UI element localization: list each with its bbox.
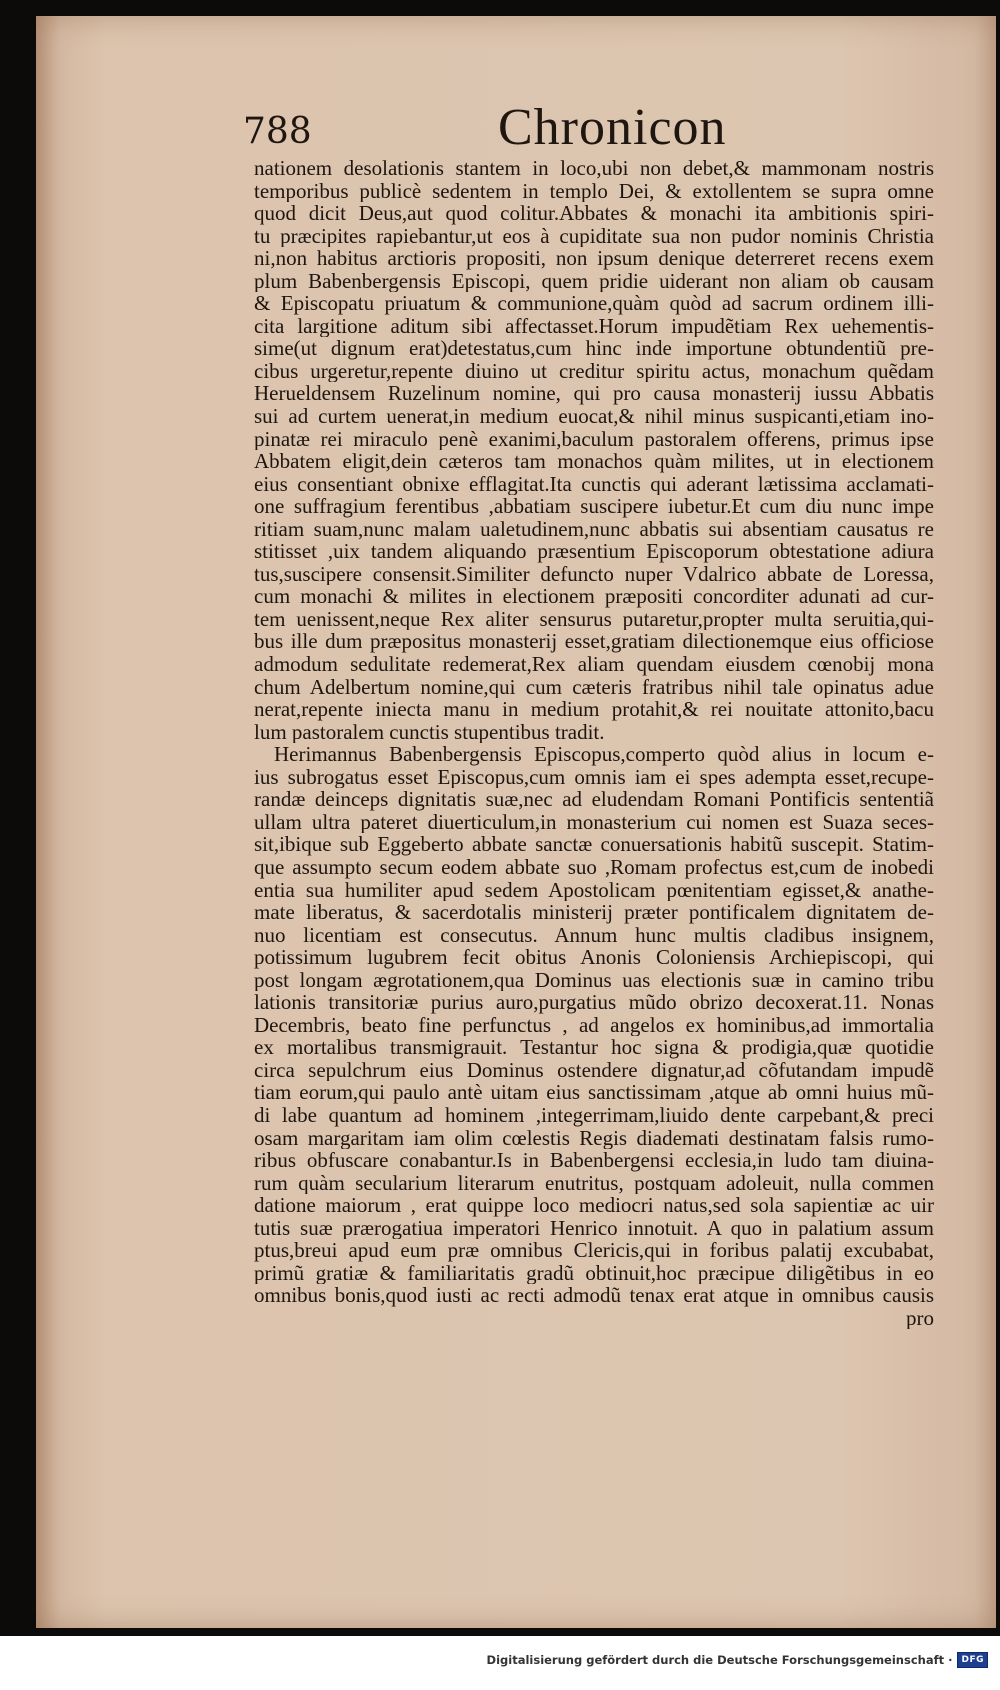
text-line: cita largitione aditum sibi affectasset.Horum impudẽtiam Rex uehementis- — [254, 314, 934, 338]
book-page — [36, 16, 996, 1628]
text-line: one suffragium ferentibus ,abbatiam suscipere iubetur.Et cum diu nunc impe — [254, 495, 934, 518]
text-line: potissimum lugubrem fecit obitus Anonis Coloniensis Archiepiscopi, qui — [254, 946, 934, 969]
text-line: chum Adelbertum nomine,qui cum cæteris fratribus nihil tale opinatus adue — [254, 675, 934, 699]
text-line: eius consentiant obnixe efflagitat.Ita cunctis qui aderant lætissima acclamati- — [254, 472, 934, 496]
text-line: sit,ibique sub Eggeberto abbate sanctæ conuersationis habitũ suscepit. Statim- — [254, 833, 934, 856]
text-line: tus,suscipere consensit.Similiter defuncto nuper Vdalrico abbate de Loressa, — [254, 562, 934, 586]
text-line: datione maiorum , erat quippe loco mediocri natus,sed sola sapientiæ ac uir — [254, 1194, 934, 1217]
body-text — [254, 157, 934, 1329]
text-line: randæ deinceps dignitatis suæ,nec ad eludendam Romani Pontificis sententiã — [254, 788, 934, 811]
text-line: tem uenissent,neque Rex aliter sensurus putaretur,propter multa seruitia,qui- — [254, 607, 934, 631]
text-line: tu præcipites rapiebantur,ut eos à cupiditate sua non pudor nominis Christia — [254, 224, 934, 248]
text-line: osam margaritam iam olim cœlestis Regis diademati destinatam falsis rumo- — [254, 1126, 934, 1150]
text-line: cum monachi & milites in electionem præpositi concorditer adunati ad cur- — [254, 585, 934, 608]
text-line: nerat,repente iniecta manu in medium protahit,& rei nouitate attonito,bacu — [254, 698, 934, 721]
text-line: omnibus bonis,quod iusti ac recti admodũ tenax erat atque in omnibus causis — [254, 1284, 934, 1307]
text-line: ritiam suam,nunc malam ualetudinem,nunc abbatis sui absentiam causatus re — [254, 517, 934, 541]
text-line: temporibus publicè sedentem in templo Dei, & extollentem se supra omne — [254, 179, 934, 203]
text-line: Herimannus Babenbergensis Episcopus,comperto quòd alius in locum e- — [274, 743, 934, 766]
footer-credit: Digitalisierung gefördert durch die Deutsche Forschungsgemeinschaft · — [486, 1653, 953, 1667]
text-line: di labe quantum ad hominem ,integerrimam,liuido dente carpebant,& preci — [254, 1103, 934, 1127]
text-line: primũ gratiæ & familiaritatis gradũ obtinuit,hoc præcipue diligẽtibus in eo — [254, 1261, 934, 1285]
text-line: ullam ultra pateret diuerticulum,in monasterium cui nomen est Suaza seces- — [254, 810, 934, 834]
text-line: Abbatem eligit,dein cæteros tam monachos quàm milites, ut in electionem — [254, 450, 934, 473]
text-line: tiam eorum,qui paulo antè uitam eius sanctissimam ,atque ab omni huius mũ- — [254, 1081, 934, 1104]
text-line: pinatæ rei miraculo penè exanimi,baculum pastoralem offerens, primus ipse — [254, 427, 934, 451]
text-line: ptus,breui apud eum præ omnibus Clericis,qui in foribus palatij excubabat, — [254, 1239, 934, 1262]
page-number: 788 — [243, 111, 312, 152]
dfg-logo: DFG — [957, 1652, 988, 1668]
text-line: post longam ægrotationem,qua Dominus uas electionis suæ in camino tribu — [254, 968, 934, 992]
text-line: stitisset ,uix tandem aliquando præsentium Episcoporum obtestatione adiura — [254, 540, 934, 563]
text-line: tutis suæ prærogatiua imperatori Henrico innotuit. A quo in palatium assum — [254, 1216, 934, 1240]
text-line: que assumpto secum eodem abbate suo ,Romam profectus est,cum de inobedi — [254, 855, 934, 879]
text-line: quod dicit Deus,aut quod colitur.Abbates & monachi ita ambitionis spiri- — [254, 202, 934, 225]
catchword: pro — [906, 1306, 934, 1330]
running-head: Chronicon — [498, 99, 727, 156]
text-line: sui ad curtem uenerat,in medium euocat,& nihil minus suspicanti,etiam ino- — [254, 405, 934, 428]
text-line: lum pastoralem cunctis stupentibus tradit. — [254, 720, 605, 744]
text-line: cibus urgeretur,repente diuino ut creditur spiritu actus, monachum quẽdam — [254, 359, 934, 383]
text-line: ex mortalibus transmigrauit. Testantur hoc signa & prodigia,quæ quotidie — [254, 1036, 934, 1059]
text-line: Herueldensem Ruzelinum nomine, qui pro causa monasterij iussu Abbatis — [254, 382, 934, 406]
text-line: entia sua humiliter apud sedem Apostolicam pœnitentiam egisset,& anathe- — [254, 878, 934, 902]
text-line: Decembris, beato fine perfunctus , ad angelos ex hominibus,ad immortalia — [254, 1013, 934, 1037]
digitization-footer — [487, 1652, 988, 1668]
text-line: mate liberatus, & sacerdotalis ministerij præter pontificalem dignitatem de- — [254, 901, 934, 924]
text-line: bus ille dum præpositus monasterij esset,gratiam dilectionemque eius officiose — [254, 630, 934, 654]
text-line: ius subrogatus esset Episcopus,cum omnis iam ei spes adempta esset,recupe- — [254, 765, 934, 789]
text-line: circa sepulchrum eius Dominus ostendere dignatur,ad cõfutandam impudẽ — [254, 1058, 934, 1082]
text-line: rum quàm secularium literarum enutritus, postquam adoleuit, nulla commen — [254, 1171, 934, 1195]
text-line: nationem desolationis stantem in loco,ubi non debet,& mammonam nostris — [254, 157, 934, 180]
text-line: ribus obfuscare conabantur.Is in Babenbergensi ecclesia,in ludo tam diuina- — [254, 1149, 934, 1172]
text-line: admodum sedulitate redemerat,Rex aliam quendam eiusdem cœnobij mona — [254, 653, 934, 676]
text-line: lationis transitoriæ purius auro,purgatius mũdo obrizo decoxerat.11. Nonas — [254, 991, 934, 1014]
text-line: ni,non habitus arctioris propositi, non ipsum denique deterreret recens exem — [254, 247, 934, 270]
text-line: plum Babenbergensis Episcopi, quem pridie uiderant non aliam ob causam — [254, 269, 934, 293]
text-line: & Episcopatu priuatum & communione,quàm quòd ad sacrum ordinem illi- — [254, 292, 934, 315]
text-line: sime(ut dignum erat)detestatus,cum hinc inde importune obtundentiũ pre- — [254, 337, 934, 360]
text-line: nuo licentiam est consecutus. Annum hunc multis cladibus insignem, — [254, 923, 934, 947]
